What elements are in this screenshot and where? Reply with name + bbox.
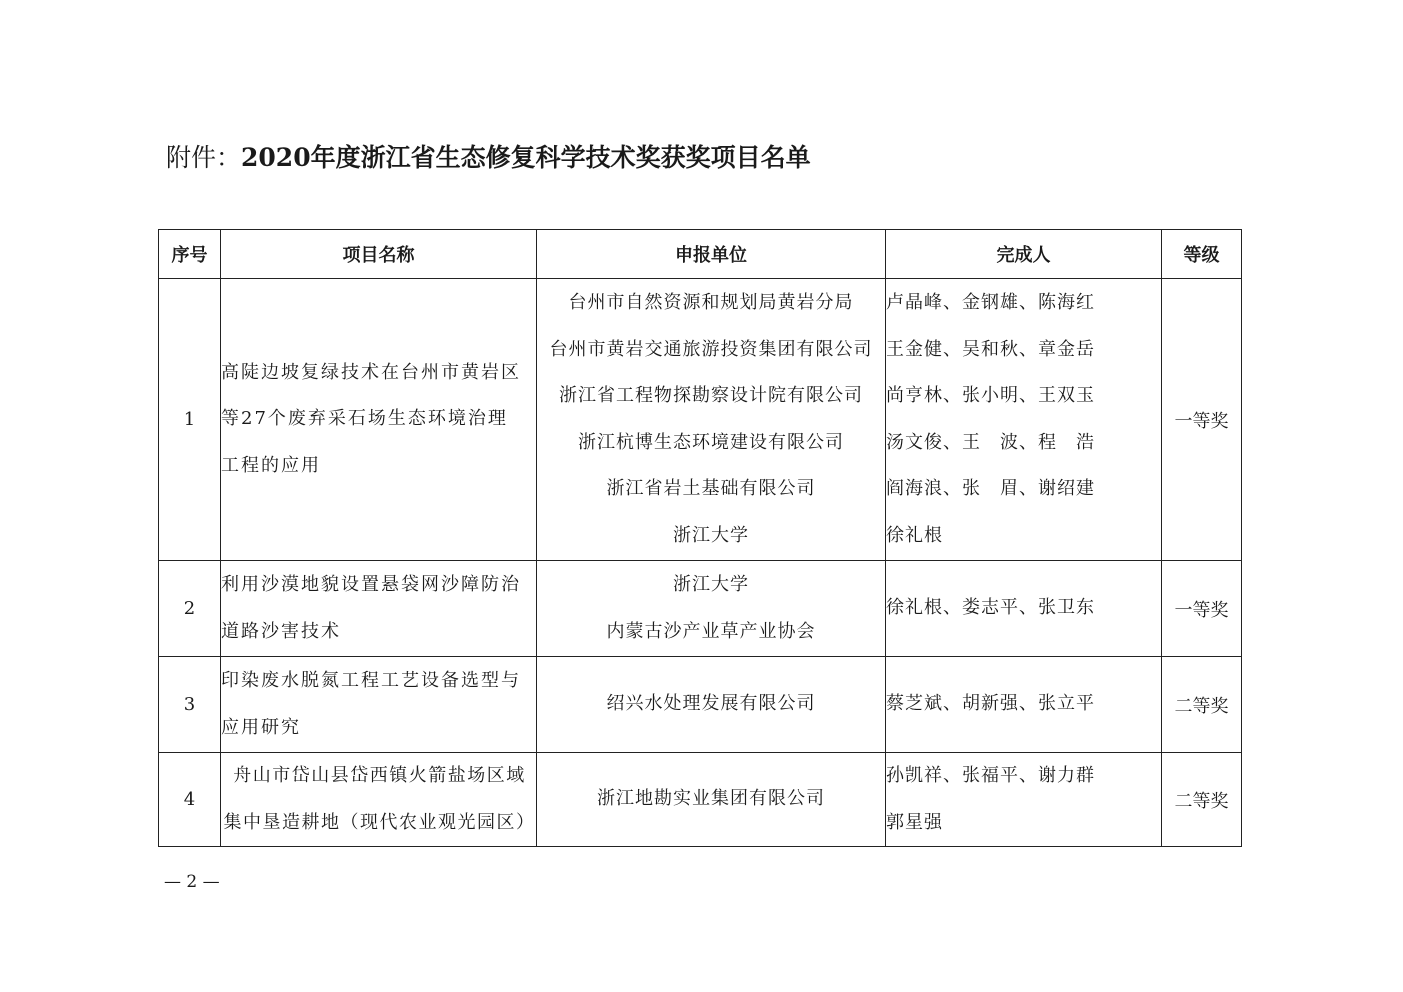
- row-grade: 二等奖: [1162, 753, 1242, 847]
- document-title: [166, 138, 811, 178]
- header-grade: 等级: [1162, 230, 1242, 279]
- row-project-name: [221, 753, 537, 847]
- project-name-line: 应用研究: [221, 716, 301, 738]
- row-no: 4: [159, 753, 221, 847]
- row-completers: [886, 279, 1162, 561]
- people-line: 汤文俊、王 波、程 浩: [886, 431, 1095, 453]
- header-completers: 完成人: [886, 230, 1162, 279]
- row-grade: 一等奖: [1162, 561, 1242, 657]
- unit-line: 浙江省工程物探勘察设计院有限公司: [559, 385, 863, 406]
- project-name-line: 利用沙漠地貌设置悬袋网沙障防治: [221, 574, 521, 595]
- row-applicant-unit: [537, 753, 886, 847]
- header-applicant-unit: 申报单位: [537, 230, 886, 279]
- row-completers: [886, 753, 1162, 847]
- table-row: [159, 657, 1242, 753]
- project-name-line: 印染废水脱氮工程工艺设备选型与: [221, 670, 521, 691]
- unit-line: 浙江地勘实业集团有限公司: [597, 788, 825, 810]
- row-no: 1: [159, 279, 221, 561]
- people-line: 郭星强: [886, 811, 943, 833]
- unit-line: 浙江大学: [673, 574, 749, 595]
- unit-line: 浙江杭博生态环境建设有限公司: [578, 431, 844, 453]
- project-name-line: 等27个废弃采石场生态环境治理: [221, 408, 508, 430]
- unit-line: 绍兴水处理发展有限公司: [606, 693, 816, 715]
- row-applicant-unit: [537, 279, 886, 561]
- people-line: 徐礼根、娄志平、张卫东: [886, 597, 1095, 619]
- project-name-line: 集中垦造耕地（现代农业观光园区）: [223, 811, 536, 833]
- unit-line: 浙江省岩土基础有限公司: [606, 478, 816, 499]
- people-line: 尚亨林、张小明、王双玉: [886, 385, 1095, 406]
- row-no: 2: [159, 561, 221, 657]
- people-line: 阎海浪、张 眉、谢绍建: [886, 478, 1095, 499]
- project-name-line: 道路沙害技术: [221, 620, 341, 642]
- people-line: 孙凯祥、张福平、谢力群: [886, 765, 1095, 786]
- unit-line: 台州市自然资源和规划局黄岩分局: [568, 292, 854, 313]
- award-table: [158, 229, 1242, 847]
- header-no: 序号: [159, 230, 221, 279]
- table-header-row: [159, 230, 1242, 279]
- page-number: — 2 —: [164, 872, 220, 892]
- row-project-name: [221, 279, 537, 561]
- project-name-line: 舟山市岱山县岱西镇火箭盐场区域: [233, 765, 526, 786]
- unit-line: 台州市黄岩交通旅游投资集团有限公司: [549, 338, 873, 360]
- title-main: 2020年度浙江省生态修复科学技术奖获奖项目名单: [241, 143, 811, 172]
- project-name-line: 工程的应用: [221, 454, 321, 476]
- row-completers: [886, 657, 1162, 753]
- row-no: 3: [159, 657, 221, 753]
- people-line: 卢晶峰、金钢雄、陈海红: [886, 292, 1095, 313]
- project-name-line: 高陡边坡复绿技术在台州市黄岩区: [221, 361, 521, 383]
- row-project-name: [221, 561, 537, 657]
- row-applicant-unit: [537, 561, 886, 657]
- table-row: [159, 561, 1242, 657]
- people-line: 王金健、吴和秋、章金岳: [886, 338, 1095, 360]
- row-project-name: [221, 657, 537, 753]
- people-line: 徐礼根: [886, 524, 943, 546]
- table-row: [159, 279, 1242, 561]
- title-prefix: 附件：: [166, 143, 242, 172]
- table-row: [159, 753, 1242, 847]
- row-completers: [886, 561, 1162, 657]
- people-line: 蔡芝斌、胡新强、张立平: [886, 693, 1095, 715]
- unit-line: 浙江大学: [673, 524, 749, 546]
- row-grade: 二等奖: [1162, 657, 1242, 753]
- row-grade: 一等奖: [1162, 279, 1242, 561]
- header-project-name: 项目名称: [221, 230, 537, 279]
- row-applicant-unit: [537, 657, 886, 753]
- unit-line: 内蒙古沙产业草产业协会: [606, 620, 816, 642]
